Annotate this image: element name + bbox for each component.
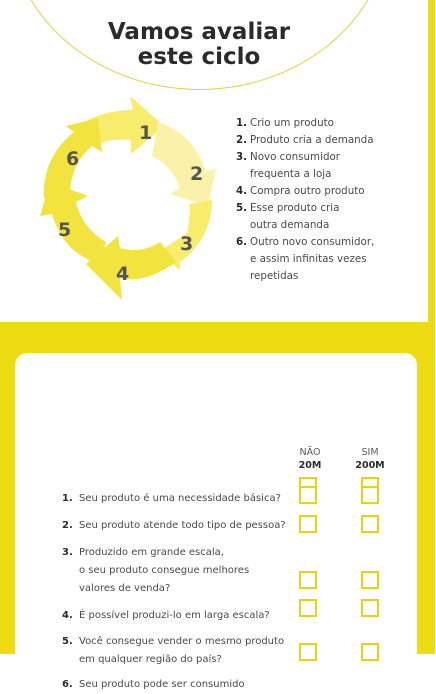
cycle-number-3: 3 bbox=[180, 233, 194, 255]
question-text: Seu produto pode ser consumido bbox=[79, 679, 245, 690]
checkbox-nao[interactable] bbox=[299, 486, 317, 504]
cycle-step bbox=[236, 149, 436, 183]
step-text: Crio um produto bbox=[250, 117, 334, 129]
column-header-nao bbox=[285, 446, 335, 472]
survey-question bbox=[62, 490, 302, 508]
column-label: SIM bbox=[361, 447, 379, 458]
step-text: Compra outro produto bbox=[250, 185, 365, 197]
checkbox-nao[interactable] bbox=[299, 599, 317, 617]
question-number: 2. bbox=[62, 520, 73, 531]
question-text: Seu produto atende todo tipo de pessoa? bbox=[79, 520, 286, 531]
question-number: 3. bbox=[62, 547, 73, 558]
checkbox-nao[interactable] bbox=[299, 643, 317, 661]
cycle-steps-list bbox=[236, 115, 436, 285]
question-text: Você consegue vender o mesmo produto em qualquer região do país? bbox=[79, 636, 285, 665]
cycle-number-5: 5 bbox=[58, 219, 72, 241]
question-number: 4. bbox=[62, 610, 73, 621]
step-text: Outro novo consumidor, e assim infinitas vezes repetidas bbox=[250, 236, 375, 282]
step-number: 1. bbox=[236, 117, 248, 129]
cycle-arrow-2 bbox=[152, 122, 216, 206]
question-text: Seu produto é uma necessidade básica? bbox=[79, 493, 281, 504]
cycle-step bbox=[236, 234, 436, 285]
question-number: 1. bbox=[62, 493, 73, 504]
top-section bbox=[0, 0, 435, 322]
question-text: É possível produzi-lo em larga escala? bbox=[79, 610, 270, 621]
step-text: Novo consumidor frequenta a loja bbox=[250, 151, 341, 180]
step-text: Esse produto cria outra demanda bbox=[250, 202, 340, 231]
survey-question bbox=[62, 517, 302, 535]
step-number: 2. bbox=[236, 134, 248, 146]
cycle-number-1: 1 bbox=[139, 122, 153, 144]
cycle-diagram bbox=[30, 96, 230, 306]
checkbox-sim[interactable] bbox=[361, 486, 379, 504]
column-label: NÃO bbox=[299, 447, 321, 458]
checkbox-nao[interactable] bbox=[299, 571, 317, 589]
checkbox-sim[interactable] bbox=[361, 515, 379, 533]
cycle-step bbox=[236, 115, 436, 132]
cycle-number-6: 6 bbox=[66, 148, 80, 170]
survey-card bbox=[15, 353, 417, 690]
step-number: 3. bbox=[236, 151, 248, 163]
survey-question bbox=[62, 633, 302, 669]
column-amount: 20M bbox=[298, 460, 322, 471]
survey-question bbox=[62, 544, 302, 598]
checkbox-sim[interactable] bbox=[361, 643, 379, 661]
cycle-step bbox=[236, 200, 436, 234]
yellow-edge-strip bbox=[428, 0, 435, 322]
step-number: 6. bbox=[236, 236, 248, 248]
column-header-sim bbox=[345, 446, 395, 472]
page-title-line-1: Vamos avaliar bbox=[107, 19, 291, 45]
survey-question bbox=[62, 676, 302, 694]
page-title-line-2: este ciclo bbox=[137, 44, 261, 70]
cycle-step bbox=[236, 132, 436, 149]
step-number: 5. bbox=[236, 202, 248, 214]
survey-section bbox=[0, 322, 435, 690]
checkbox-sim[interactable] bbox=[361, 599, 379, 617]
cycle-number-2: 2 bbox=[190, 163, 204, 185]
cycle-step bbox=[236, 183, 436, 200]
survey-question bbox=[62, 607, 302, 625]
page-title bbox=[0, 20, 398, 70]
checkbox-nao[interactable] bbox=[299, 515, 317, 533]
question-number: 6. bbox=[62, 679, 73, 690]
step-number: 4. bbox=[236, 185, 248, 197]
checkbox-sim[interactable] bbox=[361, 571, 379, 589]
question-number: 5. bbox=[62, 636, 73, 647]
step-text: Produto cria a demanda bbox=[250, 134, 374, 146]
question-text: Produzido em grande escala, o seu produto consegue melhores valores de venda? bbox=[79, 547, 250, 594]
cycle-number-4: 4 bbox=[116, 263, 130, 285]
column-amount: 200M bbox=[355, 460, 385, 471]
